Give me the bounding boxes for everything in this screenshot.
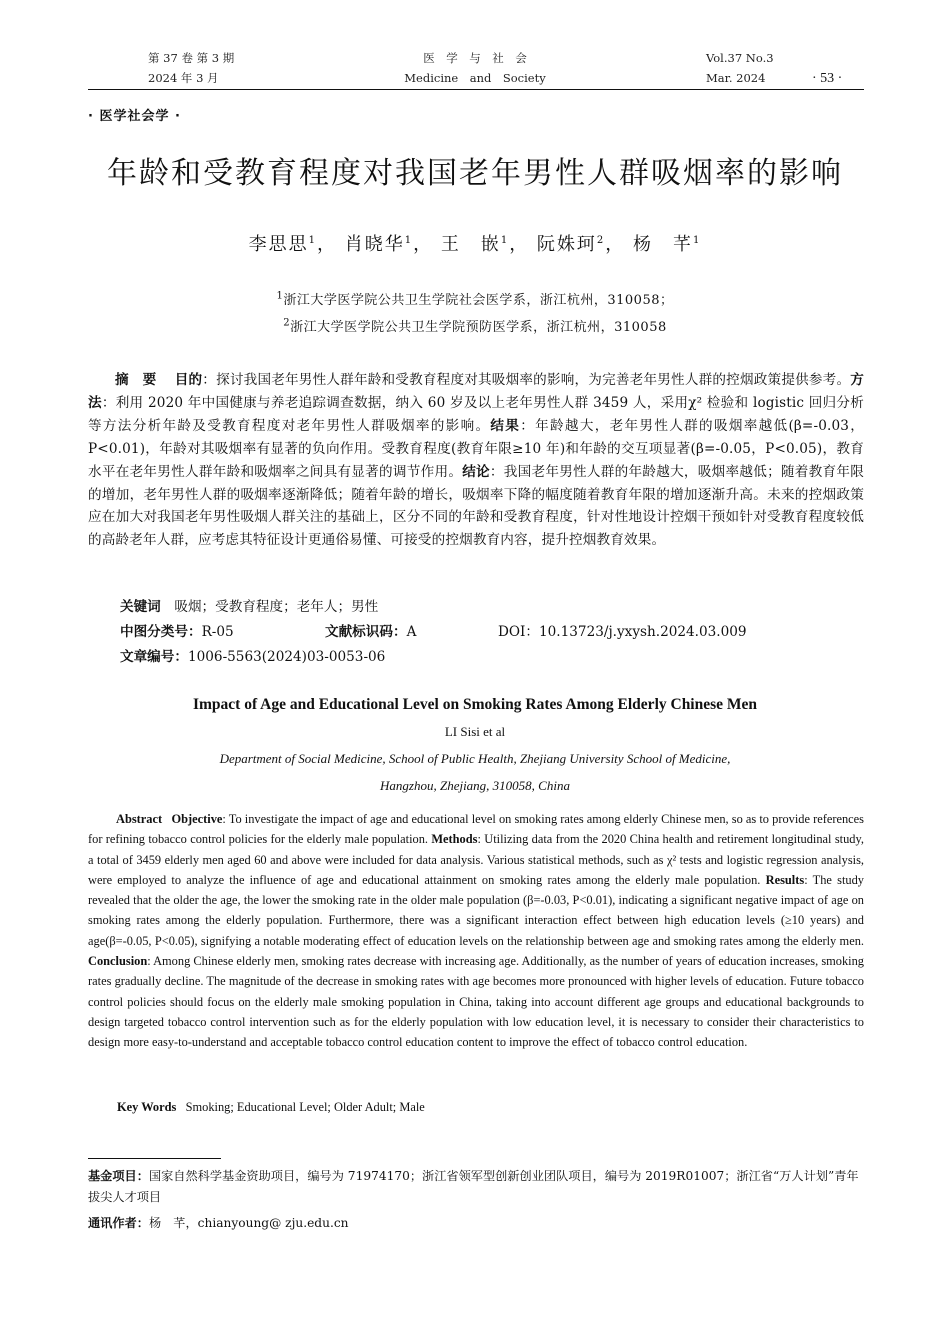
article-number: [120, 646, 385, 668]
en-keywords-label: Key Words: [117, 1100, 177, 1114]
en-affiliation-line2: Hangzhou, Zhejiang, 310058, China: [380, 778, 570, 793]
en-affiliation-line1: Department of Social Medicine, School of Public Health, Zhejiang University School of Medicine,: [219, 751, 731, 766]
clc-number: [120, 621, 234, 643]
header-rule: [88, 89, 864, 90]
date-en: Mar. 2024: [706, 71, 766, 85]
volume-issue-en: Vol.37 No.3: [706, 51, 774, 65]
doc-code-value: A: [406, 624, 417, 640]
author-sup: 1: [500, 235, 510, 246]
cn-abstract-label: 摘 要: [115, 372, 157, 388]
author-name: 肖晓华: [344, 234, 405, 255]
cn-methods: ：利用 2020 年中国健康与养老追踪调查数据，纳入 60 岁及以上老年男性人群 3459 人，采用χ² 检验和 logistic 回归分析等方法分析年龄及受教育程度对老年男性人群吸烟率的影响。: [88, 394, 864, 434]
en-abstract: [88, 809, 864, 1053]
affiliation-sup: 2: [283, 317, 291, 329]
affiliation-text: 浙江大学医学院公共卫生学院预防医学系，浙江杭州，310058: [290, 320, 667, 335]
en-abstract-label: Abstract: [116, 812, 163, 826]
journal-name-en: Medicine and Society: [404, 71, 546, 85]
en-conclusion-label: Conclusion: [88, 954, 148, 969]
en-methods: : Utilizing data from the 2020 China health and retirement longitudinal study, a total of 3459 elderly men aged 60 and above were included for data analysis. Various statistical methods, such as χ² tests and logistic regression analysis, were employed to analyze the influence of age and educational attainment on smoking rates among the elderly male population.: [88, 832, 864, 887]
en-author: LI Sisi et al: [444, 724, 506, 739]
article-no-label: 文章编号：: [120, 649, 188, 665]
en-keywords-text: Smoking; Educational Level; Older Adult; Male: [185, 1100, 425, 1114]
cn-keywords-text: 吸烟；受教育程度；老年人；男性: [174, 599, 379, 615]
cn-objective-label: 目的: [174, 372, 203, 388]
en-title: Impact of Age and Educational Level on Smoking Rates Among Elderly Chinese Men: [192, 696, 758, 713]
cn-methods-label: 方法: [88, 372, 865, 411]
paper-title: 年龄和受教育程度对我国老年男性人群吸烟率的影响: [107, 156, 843, 191]
affiliation: [0, 316, 950, 335]
corr-text: 杨 芊，chianyoung@ zju.edu.cn: [148, 1216, 349, 1230]
en-objective-label: Objective: [171, 812, 223, 826]
doi: DOI：10.13723/j.yxysh.2024.03.009: [498, 624, 747, 640]
author-name: 杨 芊: [633, 234, 694, 255]
cn-results-label: 结果: [490, 417, 521, 434]
en-keywords: [117, 1100, 425, 1115]
cn-conclusion-label: 结论: [462, 463, 490, 480]
author-sup: 1: [404, 235, 414, 246]
en-methods-label: Methods: [431, 832, 478, 847]
en-results: : The study revealed that the older the age, the lower the smoking rate in the older male population (β=-0.03, P<0.01), indicating a significant negative impact of age on smoking rates among the elderly population. Furthermore, there was a significant interaction effect between high education levels (≥10 years) and age(β=-0.05, P<0.05), signifying a notable moderating effect of education levels on the relationship between age and smoking rates among the elderly men.: [88, 872, 864, 948]
clc-value: R-05: [201, 624, 234, 640]
document-code: [325, 621, 416, 643]
cn-abstract: [88, 369, 864, 552]
author-sup: 1: [693, 235, 702, 246]
corr-label: 通讯作者：: [88, 1216, 149, 1230]
doc-code-label: 文献标识码：: [325, 624, 407, 640]
footnote-rule: [88, 1158, 221, 1159]
author-sup: 2: [596, 235, 606, 246]
en-objective: : To investigate the impact of age and educational level on smoking rates among elderly Chinese men, so as to provide references for refining tobacco control policies for the elderly male population.: [88, 812, 864, 847]
article-no-value: 1006-5563(2024)03-0053-06: [187, 649, 386, 665]
affiliation-sup: 1: [276, 290, 284, 302]
en-results-label: Results: [765, 872, 805, 887]
author-name: 阮姝珂: [536, 234, 597, 255]
author-name: 王 嵌: [440, 234, 501, 255]
cn-keywords: [120, 596, 378, 618]
cn-results: ：年龄越大，老年男性人群的吸烟率越低(β=-0.03，P<0.01)，年龄对其吸烟率有显著的负向作用。受教育程度(教育年限≥10 年)和年龄的交互项显著(β=-0.05，P<0.05)，教育水平在老年男性人群年龄和吸烟率之间具有显著的调节作用。: [88, 417, 864, 480]
cn-conclusion: ：我国老年男性人群的年龄越大，吸烟率越低；随着教育年限的增加，老年男性人群的吸烟率逐渐降低；随着年龄的增长，吸烟率下降的幅度随着教育年限的增加逐渐升高。未来的控烟政策应在加大对我国老年男性吸烟人群关注的基础上，区分不同的年龄和受教育程度，针对性地设计控烟干预如针对受教育程度较低的高龄老年人群，应考虑其特征设计更通俗易懂、可接受的控烟教育内容，提升控烟教育效果。: [88, 463, 864, 549]
cn-keywords-label: 关键词: [120, 599, 161, 615]
clc-label: 中图分类号：: [120, 624, 202, 640]
volume-issue-cn: 第 37 卷 第 3 期: [148, 51, 235, 65]
affiliation-text: 浙江大学医学院公共卫生学院社会医学系，浙江杭州，310058；: [283, 293, 674, 308]
author-list: 李思思$^1$， 肖晓华$^1$， 王 嵌$^1$， 阮姝珂$^2$， 杨 芊$^1$: [248, 234, 702, 255]
journal-volume-en: [706, 48, 774, 88]
journal-name: [0, 48, 950, 88]
fund-text: 国家自然科学基金资助项目，编号为 71974170；浙江省领军型创新创业团队项目，编号为 2019R01007；浙江省“万人计划”青年拔尖人才项目: [88, 1169, 859, 1204]
en-conclusion: : Among Chinese elderly men, smoking rates decrease with increasing age. Additionally, as the number of years of education increases, smoking rates gradually decline. The magnitude of the decrease in smoking rates with age becomes more pronounced with higher levels of education. Future tobacco control policies should focus on the elderly male smoking population in China, taking into account different age groups and educational backgrounds to design targeted tobacco control intervention such as for the elderly population with low education level, it is necessary to consider their characteristics to design more easy-to-understand and acceptable tobacco control education content to improve the effect of tobacco control education.: [88, 954, 864, 1050]
corresponding-author: [88, 1213, 864, 1234]
page-number: · 53 ·: [812, 71, 843, 86]
author-sup: 1: [308, 235, 317, 246]
journal-name-cn: 医 学 与 社 会: [423, 51, 527, 65]
date-cn: 2024 年 3 月: [148, 71, 219, 85]
fund-footnote: [88, 1166, 864, 1208]
column-label: · 医学社会学 ·: [88, 109, 181, 124]
author-name: 李思思: [248, 234, 309, 255]
affiliation: [0, 289, 950, 308]
cn-objective: ：探讨我国老年男性人群年龄和受教育程度对其吸烟率的影响，为完善老年男性人群的控烟政策提供参考。: [202, 372, 851, 388]
fund-label: 基金项目：: [88, 1169, 149, 1183]
